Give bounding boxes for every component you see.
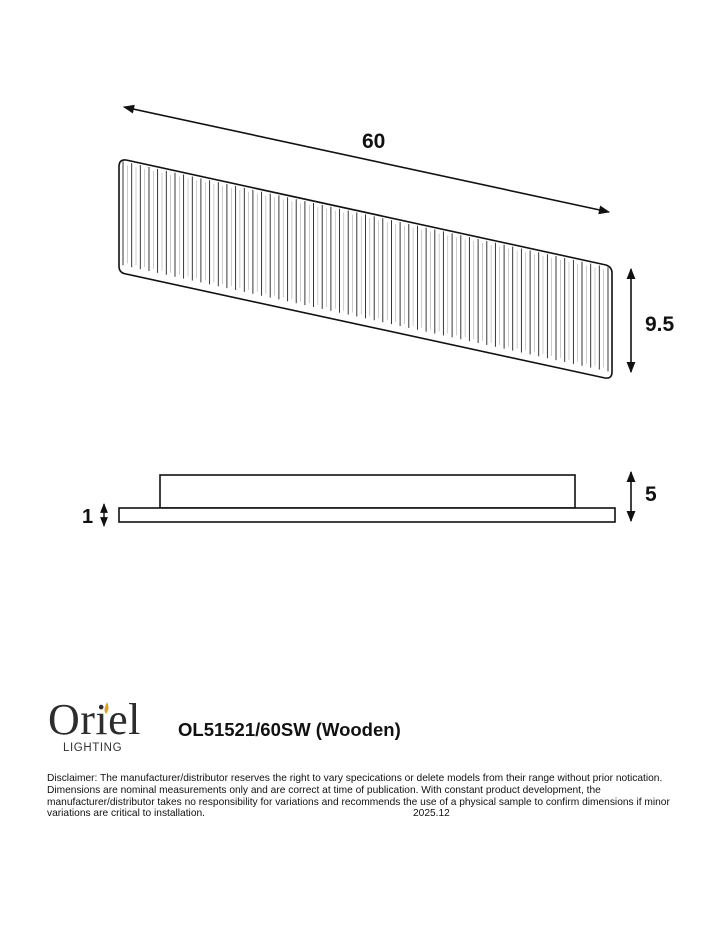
disclaimer — [47, 773, 687, 820]
disclaimer-line: Disclaimer: The manufacturer/distributor reserves the right to vary specications or delete models from their range without prior notication. — [47, 773, 663, 784]
disclaimer-line-last — [47, 808, 687, 820]
side-view — [119, 475, 615, 522]
disclaimer-line: variations are critical to installation. — [47, 808, 205, 820]
product-model: OL51521/60SW (Wooden) — [178, 719, 401, 740]
disclaimer-line: manufacturer/distributor takes no responsibility for variations and recommends the use of a physical sample to confirm dimensions if minor — [47, 796, 670, 808]
side-view-base-plate — [119, 508, 615, 522]
brand-name: Oriel — [48, 695, 141, 744]
publication-date: 2025.12 — [413, 808, 450, 820]
length-dimension-label: 60 — [362, 130, 386, 153]
depth-dimension-label: 5 — [645, 483, 657, 506]
plate-dimension-label: 1 — [82, 506, 94, 528]
fluted-panel-front-view — [119, 160, 612, 378]
side-view-body — [160, 475, 575, 508]
oriel-lighting-logo — [48, 695, 158, 760]
height-dimension-label: 9.5 — [645, 313, 675, 336]
brand-subtitle: LIGHTING — [63, 742, 123, 754]
disclaimer-line: Dimensions are nominal measurements only and are correct at time of publication. With constant product development, the — [47, 784, 601, 796]
